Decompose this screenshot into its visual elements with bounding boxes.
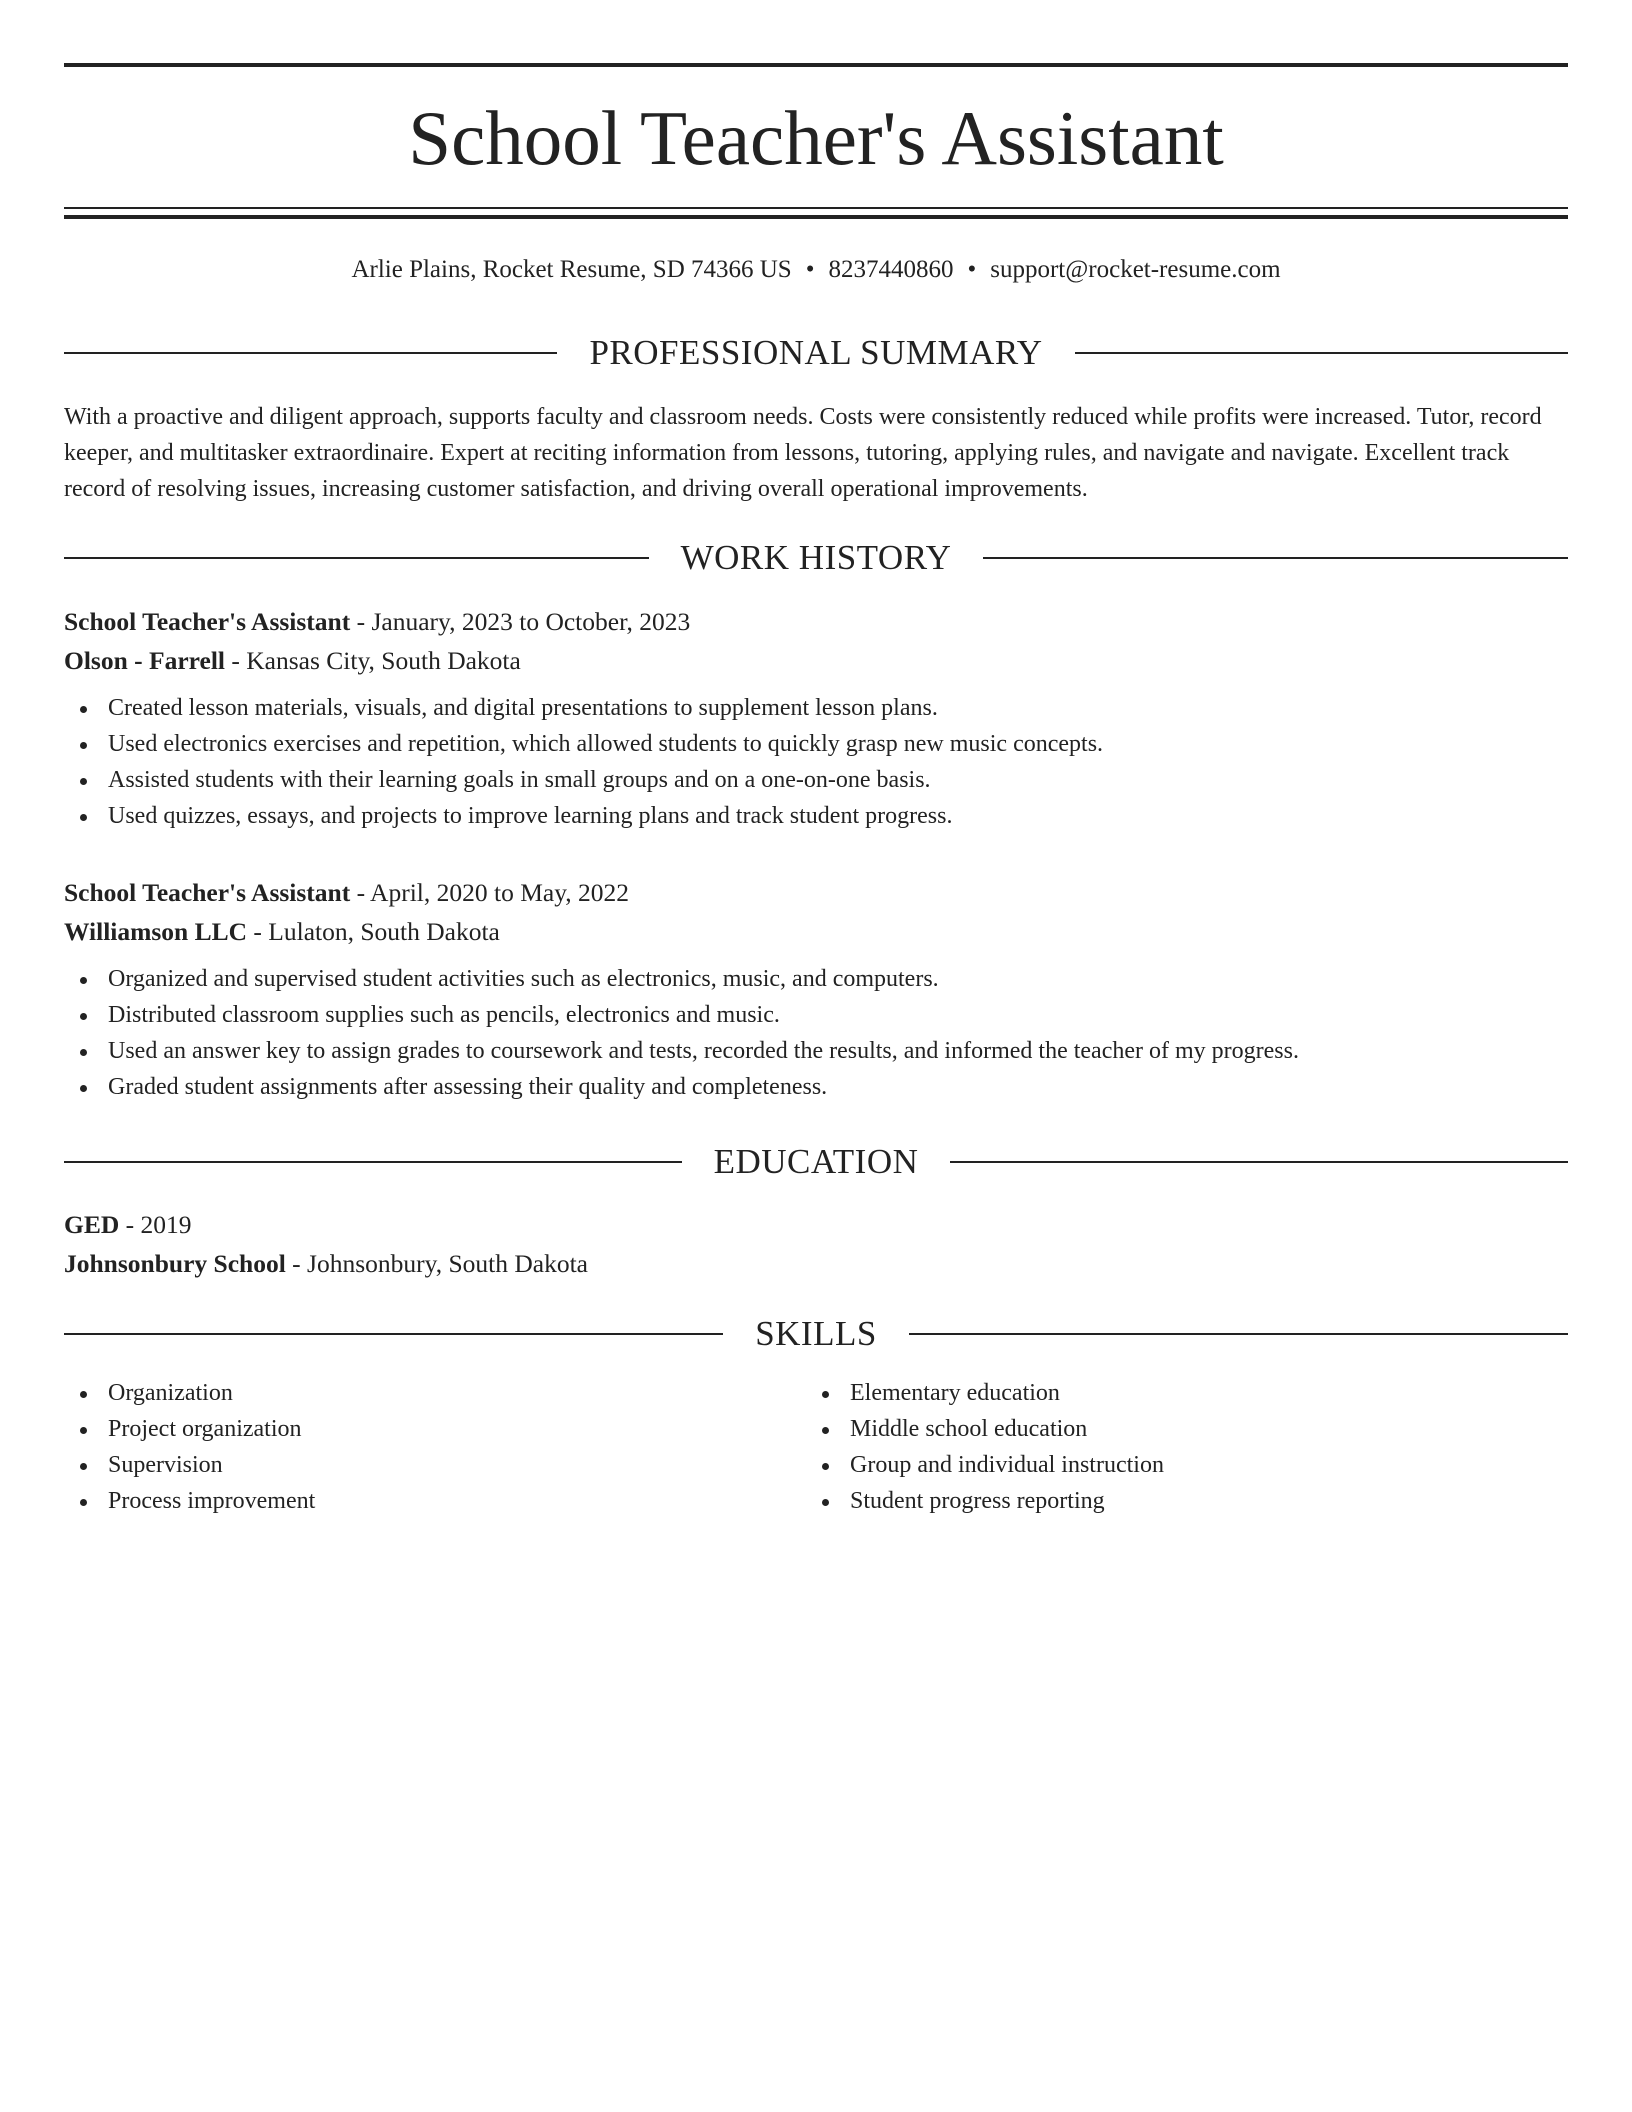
job-bullets — [64, 690, 1568, 834]
job-dates: - January, 2023 to October, 2023 — [350, 607, 691, 636]
header-top-rule — [64, 63, 1568, 67]
summary-text: With a proactive and diligent approach, supports faculty and classroom needs. Costs were consistently reduced while profits were increased. Tutor, record keeper, and multitasker extraordinaire. Expert at reciting information from lessons, tutoring, applying rules, and navigate and navigate. Excellent track record of resolving issues, increasing customer satisfaction, and driving overall operational improvements. — [64, 404, 1542, 502]
header-double-rule — [64, 207, 1568, 219]
list-item: Process improvement — [64, 1483, 806, 1519]
section-rule — [64, 1161, 682, 1163]
section-header-skills — [64, 1310, 1568, 1358]
list-item: Middle school education — [806, 1411, 1548, 1447]
job-dates: - April, 2020 to May, 2022 — [350, 878, 630, 907]
education-location: - Johnsonbury, South Dakota — [285, 1249, 588, 1278]
section-rule — [950, 1161, 1568, 1163]
contact-separator: • — [967, 256, 977, 283]
list-item: Created lesson materials, visuals, and digital presentations to supplement lesson plans. — [64, 690, 1568, 726]
resume-title: School Teacher's Assistant — [408, 95, 1224, 181]
list-item: Project organization — [64, 1411, 806, 1447]
list-item: Distributed classroom supplies such as pencils, electronics and music. — [64, 997, 1568, 1033]
section-rule — [64, 352, 557, 354]
list-item: Graded student assignments after assessing their quality and completeness. — [64, 1069, 1568, 1105]
section-title: WORK HISTORY — [680, 538, 952, 577]
list-item: Student progress reporting — [806, 1483, 1548, 1519]
list-item: Group and individual instruction — [806, 1447, 1548, 1483]
skills-list-left — [64, 1375, 806, 1519]
education-school: Johnsonbury School — [64, 1249, 286, 1278]
list-item: Used quizzes, essays, and projects to improve learning plans and track student progress. — [64, 798, 1568, 834]
section-header-summary — [64, 329, 1568, 377]
list-item: Used electronics exercises and repetition, which allowed students to quickly grasp new music concepts. — [64, 726, 1568, 762]
section-rule — [64, 557, 649, 559]
list-item: Organized and supervised student activities such as electronics, music, and computers. — [64, 961, 1568, 997]
education-entry — [64, 1205, 1568, 1283]
section-rule — [983, 557, 1568, 559]
section-rule — [64, 1333, 723, 1335]
section-title: SKILLS — [755, 1314, 877, 1353]
section-title: PROFESSIONAL SUMMARY — [589, 333, 1043, 372]
section-title: EDUCATION — [713, 1142, 919, 1181]
contact-separator: • — [805, 256, 815, 283]
list-item: Used an answer key to assign grades to coursework and tests, recorded the results, and informed the teacher of my progress. — [64, 1033, 1568, 1069]
education-degree-line — [64, 1205, 1568, 1244]
job-company: Williamson LLC — [64, 917, 248, 946]
job-title-line — [64, 602, 1568, 641]
job-location: - Lulaton, South Dakota — [247, 917, 500, 946]
education-school-line — [64, 1244, 1568, 1283]
section-rule — [1075, 352, 1568, 354]
section-rule — [909, 1333, 1568, 1335]
contact-line — [64, 252, 1568, 288]
list-item: Elementary education — [806, 1375, 1548, 1411]
contact-address: Arlie Plains, Rocket Resume, SD 74366 US — [351, 256, 792, 283]
job-company-line — [64, 641, 1568, 680]
job-title-line — [64, 873, 1568, 912]
list-item: Assisted students with their learning goals in small groups and on a one-on-one basis. — [64, 762, 1568, 798]
section-header-work-history — [64, 534, 1568, 582]
contact-email: support@rocket-resume.com — [990, 256, 1281, 283]
contact-phone: 8237440860 — [828, 256, 954, 283]
job-title: School Teacher's Assistant — [64, 607, 351, 636]
skills-list-right — [806, 1375, 1548, 1519]
list-item: Supervision — [64, 1447, 806, 1483]
job-entry — [64, 602, 1568, 834]
job-entry — [64, 873, 1568, 1105]
skills-columns — [64, 1375, 1568, 1519]
job-company-line — [64, 912, 1568, 951]
list-item: Organization — [64, 1375, 806, 1411]
education-year: - 2019 — [119, 1210, 192, 1239]
job-title: School Teacher's Assistant — [64, 878, 351, 907]
job-company: Olson - Farrell — [64, 646, 226, 675]
job-bullets — [64, 961, 1568, 1105]
education-degree: GED — [64, 1210, 120, 1239]
section-header-education — [64, 1138, 1568, 1186]
job-location: - Kansas City, South Dakota — [225, 646, 521, 675]
